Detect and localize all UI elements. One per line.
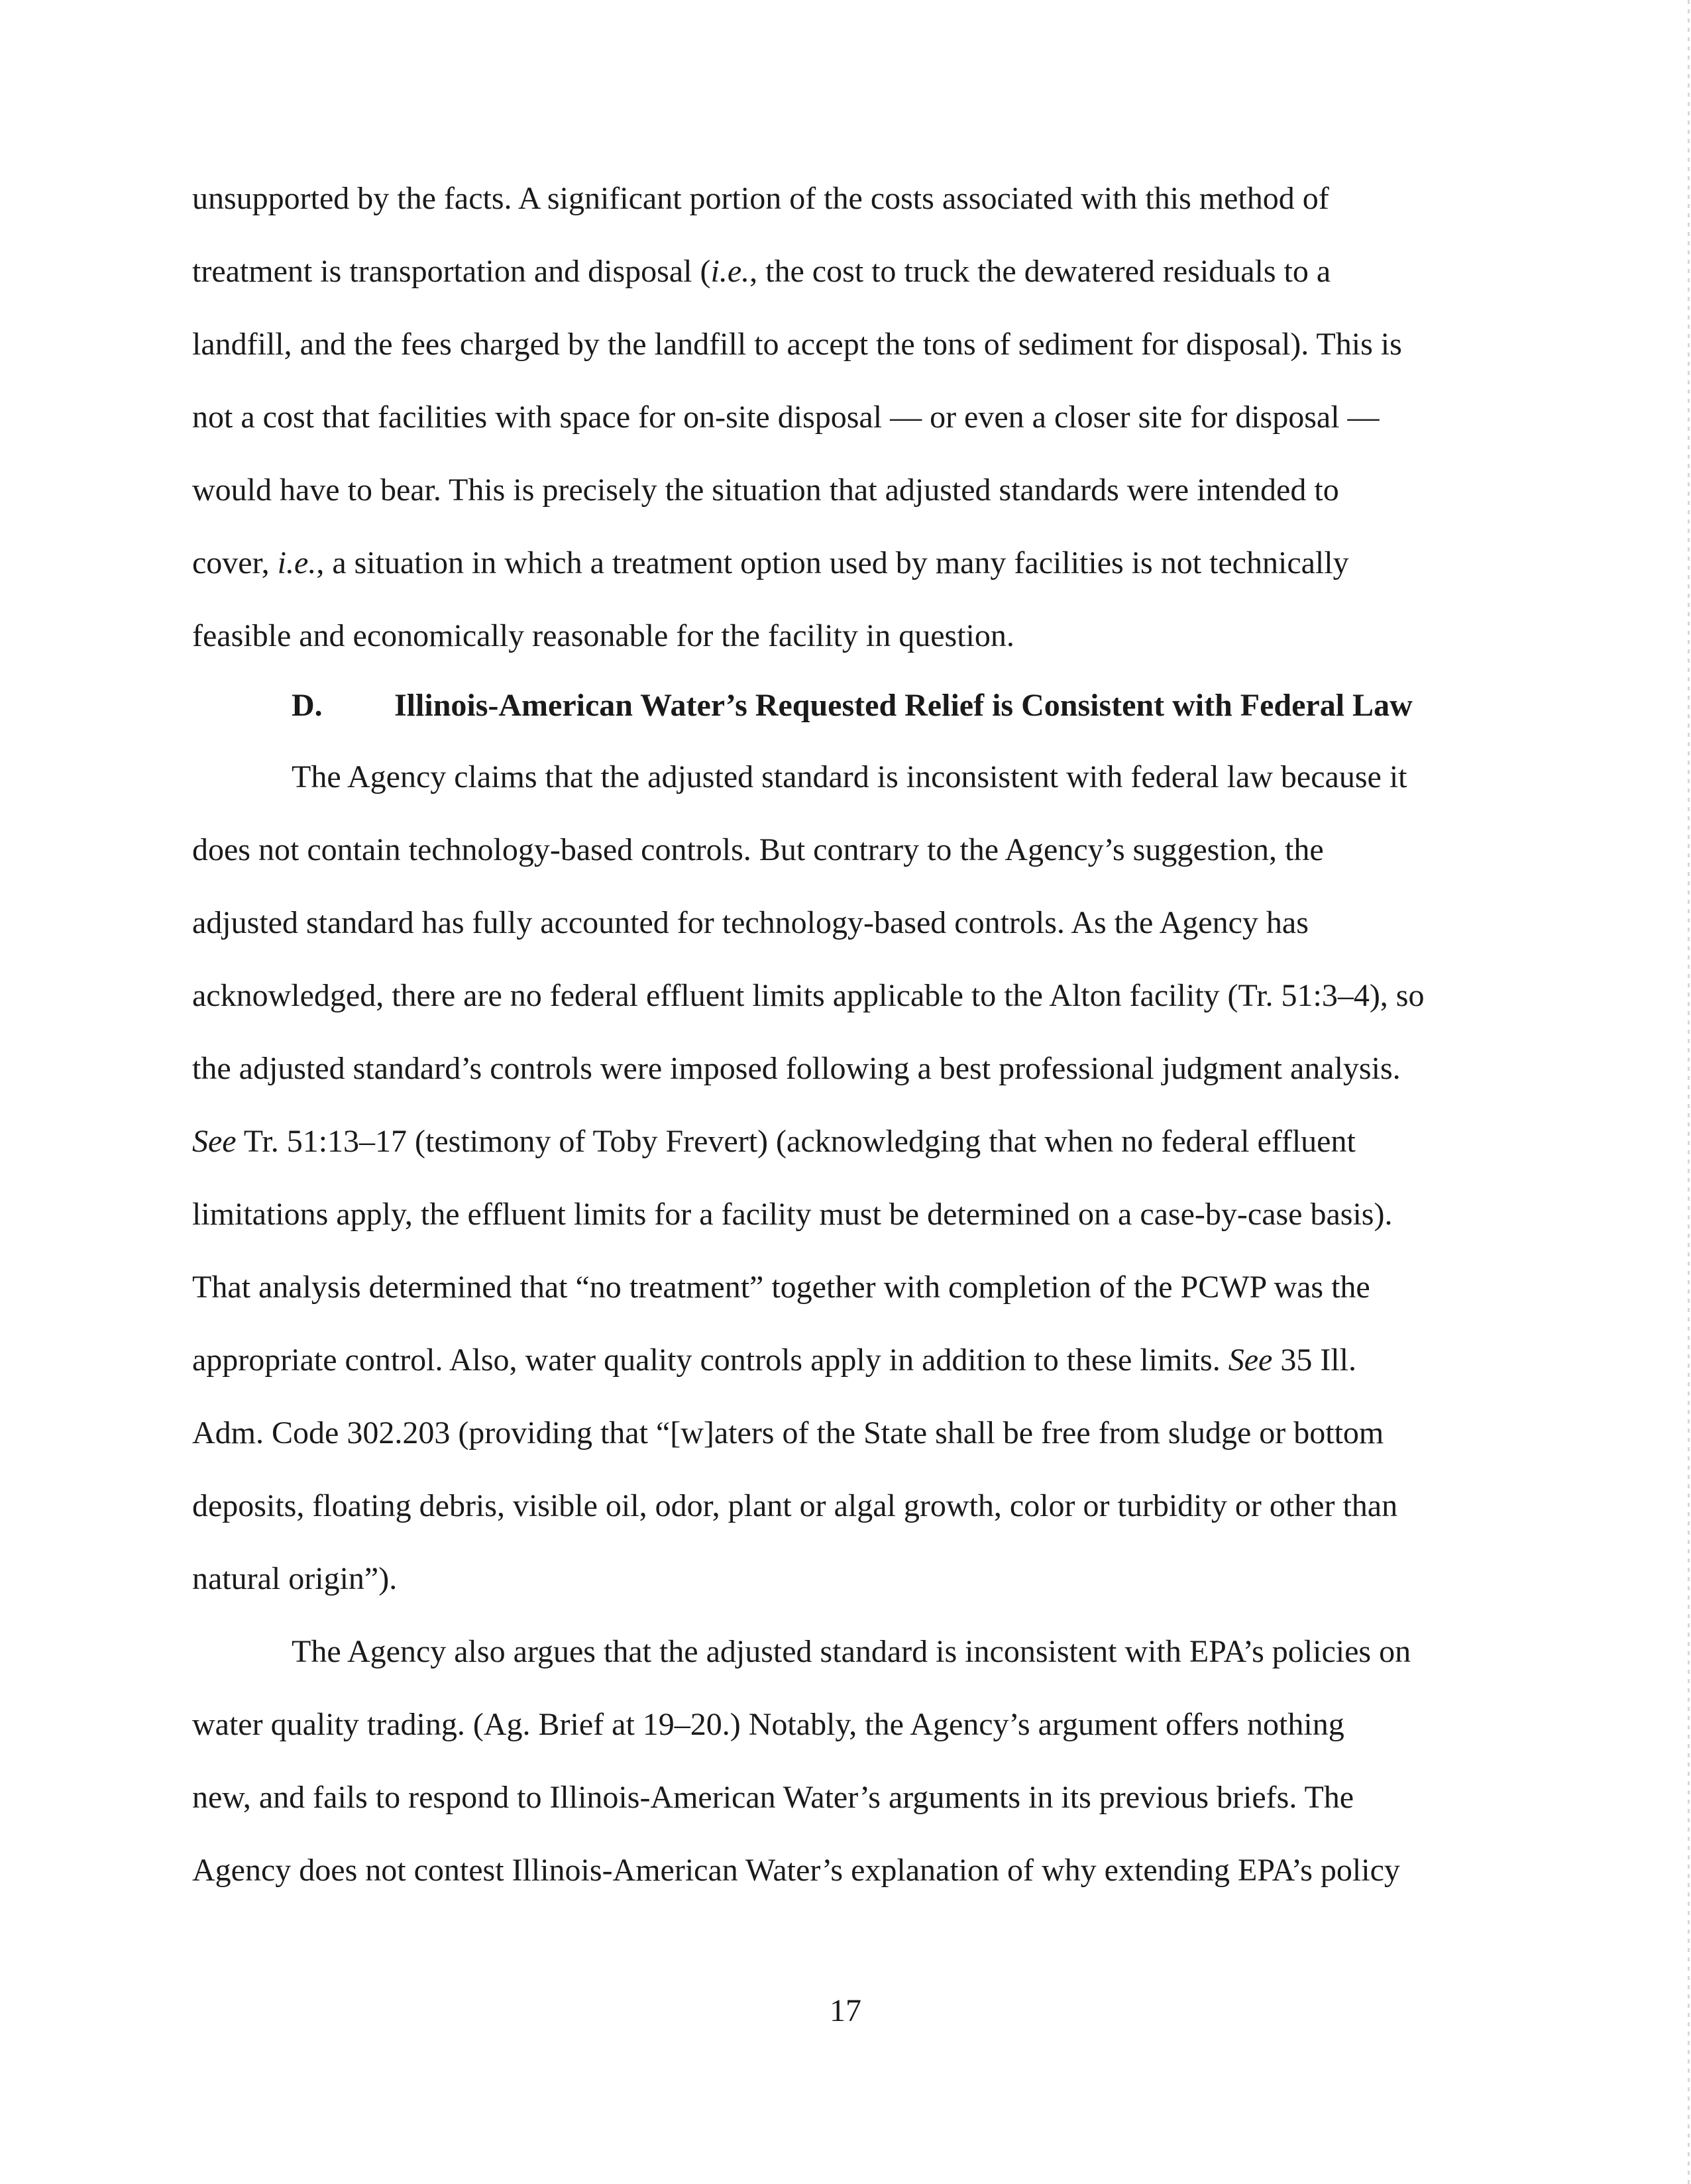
body-line: feasible and economically reasonable for the facility in question. [192, 618, 1014, 653]
page-number: 17 [830, 1993, 861, 2028]
body-line: landfill, and the fees charged by the landfill to accept the tons of sediment for disposal). This is [192, 327, 1402, 362]
body-line: adjusted standard has fully accounted for technology-based controls. As the Agency has [192, 905, 1309, 940]
body-line: limitations apply, the effluent limits for a facility must be determined on a case-by-case basis). [192, 1197, 1393, 1232]
section-heading [292, 686, 1413, 726]
body-line: natural origin”). [192, 1561, 398, 1596]
body-line: unsupported by the facts. A significant portion of the costs associated with this method of [192, 181, 1329, 216]
body-line: The Agency claims that the adjusted standard is inconsistent with federal law because it [292, 759, 1407, 794]
body-line: The Agency also argues that the adjusted standard is inconsistent with EPA’s policies on [292, 1634, 1411, 1669]
body-line: new, and fails to respond to Illinois-American Water’s arguments in its previous briefs. The [192, 1780, 1354, 1815]
body-line: does not contain technology-based controls. But contrary to the Agency’s suggestion, the [192, 832, 1324, 867]
body-line: water quality trading. (Ag. Brief at 19–20.) Notably, the Agency’s argument offers nothing [192, 1707, 1344, 1742]
body-line: cover, i.e., a situation in which a treatment option used by many facilities is not technically [192, 545, 1349, 580]
body-line: acknowledged, there are no federal effluent limits applicable to the Alton facility (Tr. 51:3–4), so [192, 978, 1425, 1013]
section-title: Illinois-American Water’s Requested Relief is Consistent with Federal Law [394, 688, 1413, 723]
body-line: treatment is transportation and disposal (i.e., the cost to truck the dewatered residuals to a [192, 254, 1331, 289]
body-line: would have to bear. This is precisely the situation that adjusted standards were intended to [192, 472, 1339, 508]
section-letter: D. [292, 688, 323, 723]
body-line: Agency does not contest Illinois-American Water’s explanation of why extending EPA’s policy [192, 1853, 1400, 1888]
body-line: deposits, floating debris, visible oil, odor, plant or algal growth, color or turbidity or other than [192, 1488, 1398, 1523]
body-line: appropriate control. Also, water quality controls apply in addition to these limits. See 35 Ill. [192, 1342, 1356, 1378]
scan-edge-line [1688, 0, 1690, 2184]
body-line: That analysis determined that “no treatment” together with completion of the PCWP was the [192, 1270, 1370, 1305]
body-line: See Tr. 51:13–17 (testimony of Toby Frevert) (acknowledging that when no federal effluent [192, 1124, 1356, 1159]
body-line: not a cost that facilities with space for on-site disposal — or even a closer site for disposal — [192, 400, 1380, 435]
body-line: the adjusted standard’s controls were imposed following a best professional judgment analysis. [192, 1051, 1401, 1086]
body-line: Adm. Code 302.203 (providing that “[w]aters of the State shall be free from sludge or bottom [192, 1415, 1384, 1450]
